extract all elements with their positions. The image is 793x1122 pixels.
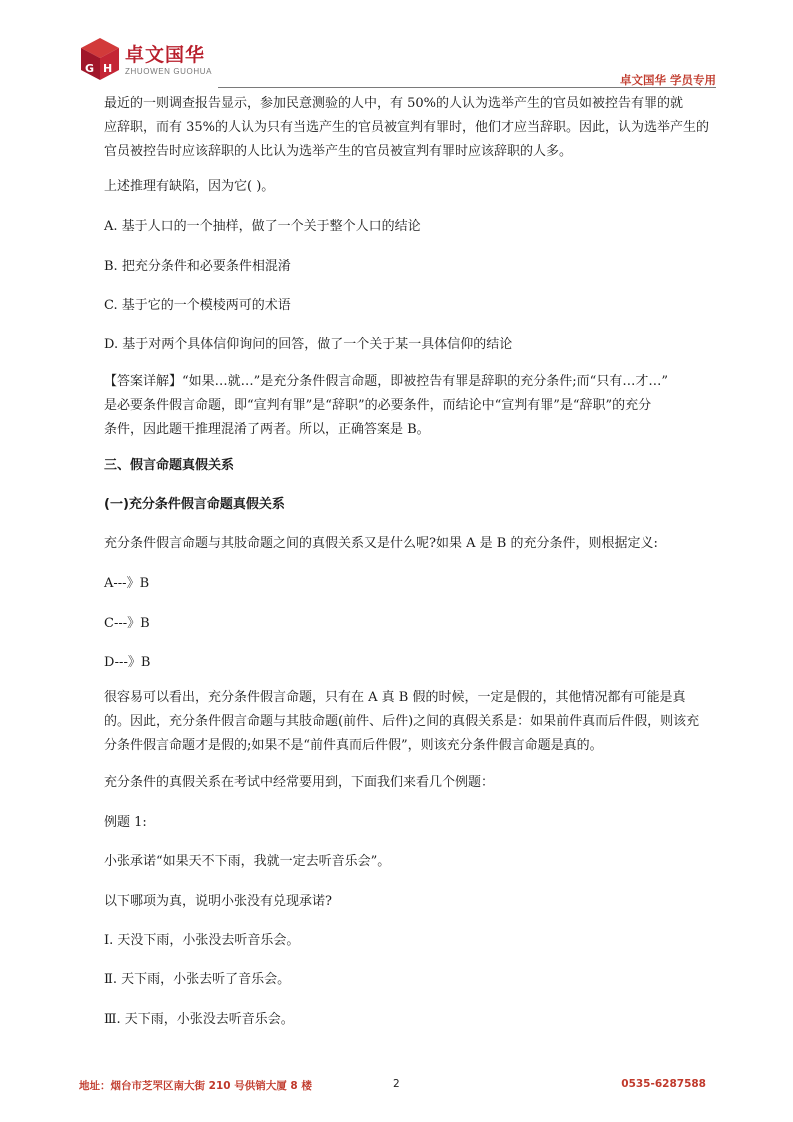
section-title: 三、假言命题真假关系 [104, 458, 235, 473]
paragraph-3: 充分条件的真假关系在考试中经常要用到，下面我们来看几个例题： [104, 775, 495, 790]
option-c: C. 基于它的一个模棱两可的术语 [104, 298, 291, 313]
page-number: 2 [393, 1078, 400, 1090]
relation-d: D---》B [104, 655, 151, 670]
example-question: 以下哪项为真，说明小张没有兑现承诺? [104, 894, 332, 909]
choice-2: Ⅱ. 天下雨，小张去听了音乐会。 [104, 972, 291, 987]
paragraph-2-line: 很容易可以看出，充分条件假言命题，只有在 A 真 B 假的时候，一定是假的，其他情况都有可能是真 [104, 690, 686, 705]
svg-text:H: H [103, 62, 113, 75]
option-a: A. 基于人口的一个抽样，做了一个关于整个人口的结论 [104, 219, 421, 234]
subsection-title: (一)充分条件假言命题真假关系 [104, 497, 285, 512]
question-stem: 上述推理有缺陷，因为它( )。 [104, 179, 275, 194]
option-d: D. 基于对两个具体信仰询问的回答，做了一个关于某一具体信仰的结论 [104, 337, 513, 352]
option-b: B. 把充分条件和必要条件相混淆 [104, 259, 291, 274]
answer-explanation [79, 370, 719, 442]
relation-a: A---》B [104, 576, 150, 591]
logo-cube-icon [79, 36, 121, 82]
logo-english-name: ZHUOWEN GUOHUA [125, 67, 213, 76]
relation-c: C---》B [104, 616, 150, 631]
paragraph-2-line: 分条件假言命题才是假的;如果不是“前件真而后件假”，则该充分条件假言命题是真的。 [104, 738, 603, 753]
paragraph-2-line: 的。因此，充分条件假言命题与其肢命题(前件、后件)之间的真假关系是：如果前件真而后件假，则该充 [104, 714, 700, 729]
footer-address: 地址：烟台市芝罘区南大街 210 号供销大厦 8 楼 [79, 1080, 312, 1092]
choice-3: Ⅲ. 天下雨，小张没去听音乐会。 [104, 1012, 294, 1027]
intro-text: 充分条件假言命题与其肢命题之间的真假关系又是什么呢?如果 A 是 B 的充分条件，则根据定义: [104, 536, 658, 551]
logo-chinese-name: 卓文国华 [125, 44, 206, 66]
answer-line: 是必要条件假言命题，即“宣判有罪”是“辞职”的必要条件，而结论中“宣判有罪”是“辞职”的充分 [104, 398, 652, 413]
logo [79, 36, 219, 86]
paragraph-2 [79, 686, 719, 758]
example-statement: 小张承诺“如果天不下雨，我就一定去听音乐会”。 [104, 854, 391, 869]
choice-1: Ⅰ. 天没下雨，小张没去听音乐会。 [104, 933, 300, 948]
paragraph-1 [79, 92, 719, 164]
header-divider [218, 87, 716, 88]
footer-phone: 0535-6287588 [621, 1078, 706, 1090]
paragraph-1-line: 官员被控告时应该辞职的人比认为选举产生的官员被宣判有罪时应该辞职的人多。 [104, 144, 573, 159]
example-label: 例题 1: [104, 815, 147, 830]
answer-line: 条件，因此题干推理混淆了两者。所以，正确答案是 B。 [104, 422, 430, 437]
svg-text:G: G [85, 62, 95, 75]
header-tagline: 卓文国华 学员专用 [619, 73, 716, 87]
answer-line: 【答案详解】“如果…就…”是充分条件假言命题，即被控告有罪是辞职的充分条件;而“只有…才…” [104, 374, 668, 389]
paragraph-1-line: 应辞职，而有 35%的人认为只有当选产生的官员被宣判有罪时，他们才应当辞职。因此，认为选举产生的 [104, 120, 710, 135]
paragraph-1-line: 最近的一则调查报告显示，参加民意测验的人中，有 50%的人认为选举产生的官员如被控告有罪的就 [104, 96, 684, 111]
